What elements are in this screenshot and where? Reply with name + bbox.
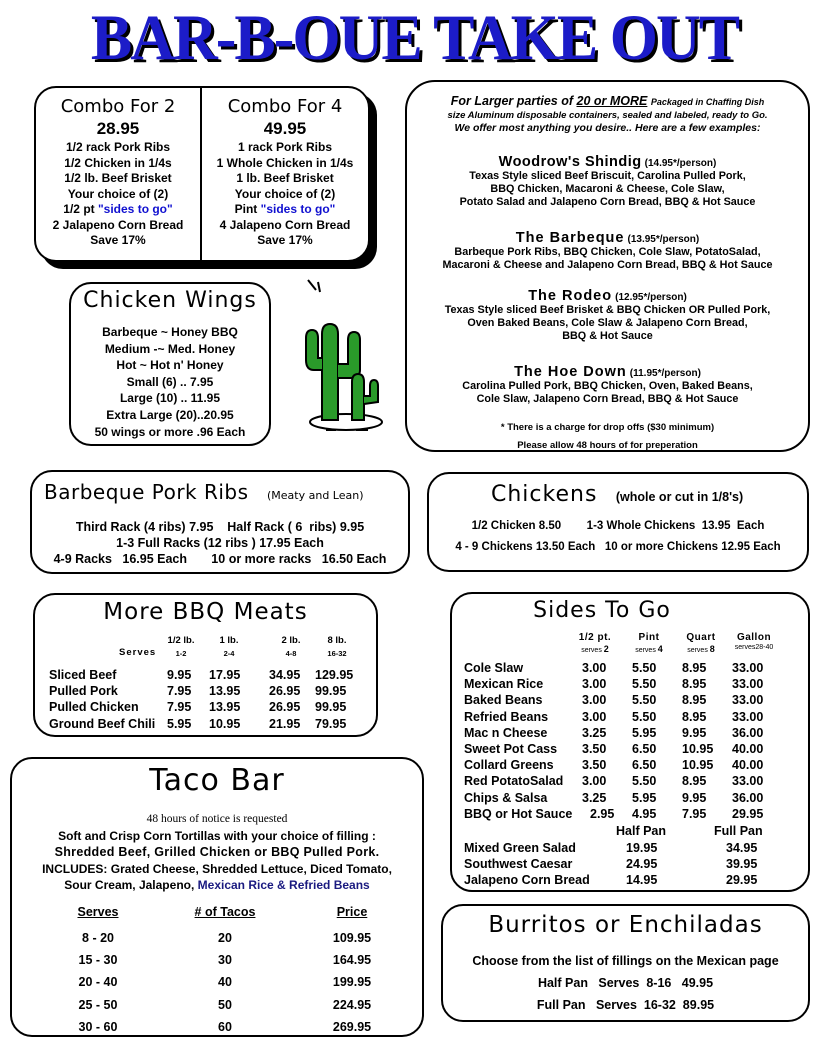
side-item: Sweet Pot Cass bbox=[464, 741, 558, 756]
meats-price: 26.95 bbox=[269, 684, 301, 699]
meats-item: Pulled Chicken bbox=[49, 700, 139, 715]
taco-price: 199.95 bbox=[332, 975, 372, 990]
burritos-title: Burritos or Enchiladas bbox=[488, 912, 763, 938]
ribs-line: 1-3 Full Racks (12 ribs ) 17.95 Each bbox=[116, 536, 324, 550]
side-item: Mac n Cheese bbox=[464, 725, 548, 740]
chickens-title bbox=[491, 482, 743, 507]
chickens-subtitle: (whole or cut in 1/8's) bbox=[615, 490, 744, 504]
taco-header-text: Serves bbox=[77, 905, 119, 919]
sides-col-halfpt bbox=[582, 660, 614, 822]
side-price: 5.50 bbox=[632, 693, 657, 708]
parties-min-count: 20 or MORE bbox=[576, 94, 648, 108]
combo-2-item: 2 Jalapeno Corn Bread bbox=[52, 217, 184, 232]
combo-box bbox=[34, 86, 370, 262]
package-price: (13.95*/person) bbox=[627, 234, 700, 245]
taco-header-tacos bbox=[178, 905, 272, 919]
package-line: Texas Style sliced Beef Briscuit, Carolina Pulled Pork, bbox=[469, 170, 746, 182]
side-price: 7.95 bbox=[682, 806, 707, 821]
meats-price: 129.95 bbox=[315, 668, 354, 682]
package-woodrows bbox=[411, 156, 804, 209]
taco-header-text: # of Tacos bbox=[194, 905, 256, 919]
meats-price: 13.95 bbox=[209, 684, 241, 699]
side-price: 3.00 bbox=[582, 774, 607, 789]
combo-2-name: Combo For 2 bbox=[60, 96, 176, 117]
combo-4-item: 1 Whole Chicken in 1/4s bbox=[216, 155, 354, 170]
burritos-half-pan: Half Pan Serves 8-16 49.95 bbox=[537, 976, 714, 990]
meats-item: Pulled Pork bbox=[49, 684, 118, 699]
sides-serves bbox=[624, 644, 674, 654]
package-price: (14.95*/person) bbox=[644, 158, 717, 169]
wings-flavor: Barbeque ~ Honey BBQ bbox=[102, 325, 238, 339]
page-title: BAR-B-OUE TAKE OUT bbox=[90, 2, 739, 74]
sides-serves-label: serves bbox=[687, 647, 710, 654]
meats-price: 9.95 bbox=[167, 668, 192, 682]
combo-2-item: 1/2 rack Pork Ribs bbox=[65, 140, 171, 154]
side-price: 3.00 bbox=[582, 661, 607, 675]
side-price: 29.95 bbox=[732, 806, 764, 821]
package-name: The Barbeque bbox=[515, 230, 625, 246]
parties-intro bbox=[411, 94, 804, 134]
side-price: 8.95 bbox=[682, 693, 707, 708]
sides-serves bbox=[570, 644, 620, 654]
taco-price: 109.95 bbox=[332, 931, 372, 945]
sides-to-go-link[interactable]: "sides to go" bbox=[260, 202, 336, 216]
package-line: Barbeque Pork Ribs, BBQ Chicken, Cole Slaw, PotatoSalad, bbox=[454, 246, 761, 258]
meats-names bbox=[49, 667, 155, 732]
taco-includes: INCLUDES: Grated Cheese, Shredded Lettuce, Diced Tomato, bbox=[42, 862, 392, 876]
combo-4-item: 1 rack Pork Ribs bbox=[237, 140, 333, 154]
taco-price: 269.95 bbox=[332, 1019, 372, 1034]
side-price: 36.00 bbox=[732, 790, 764, 805]
side-price: 10.95 bbox=[682, 758, 714, 773]
taco-includes-text: Sour Cream, Jalapeno, bbox=[64, 878, 198, 892]
taco-header-price bbox=[322, 905, 382, 919]
side-price: 33.00 bbox=[732, 661, 764, 675]
taco-desc: Soft and Crisp Corn Tortillas with your choice of filling : bbox=[58, 829, 376, 843]
sides-serves bbox=[726, 644, 782, 651]
meats-price: 99.95 bbox=[315, 684, 347, 699]
sides-serves-count: 28-40 bbox=[755, 644, 774, 651]
ribs-title bbox=[44, 480, 364, 504]
package-line: Carolina Pulled Pork, BBQ Chicken, Oven, Baked Beans, bbox=[462, 380, 753, 392]
sides-serves-count: 8 bbox=[709, 644, 715, 654]
package-line: Potato Salad and Jalapeno Corn Bread, BBQ & Hot Sauce bbox=[459, 196, 756, 208]
combo-2-price: 28.95 bbox=[96, 119, 140, 138]
wings-price: Extra Large (20)..20.95 bbox=[106, 407, 234, 422]
side-price: 9.95 bbox=[682, 725, 707, 740]
side-price: 10.95 bbox=[682, 741, 714, 756]
chickens-title-text: Chickens bbox=[491, 482, 598, 507]
side-price: 5.50 bbox=[632, 709, 657, 724]
meats-price: 13.95 bbox=[209, 700, 241, 715]
package-price: (12.95*/person) bbox=[615, 292, 687, 303]
pan-header: Full Pan bbox=[714, 824, 763, 838]
sides-col-quart bbox=[682, 660, 713, 822]
sides-col-pint bbox=[632, 660, 656, 822]
package-line: BBQ & Hot Sauce bbox=[562, 330, 653, 342]
pan-price: 24.95 bbox=[626, 857, 658, 872]
combo-4-item: Your choice of (2) bbox=[234, 186, 336, 201]
taco-price: 224.95 bbox=[332, 997, 372, 1012]
combo-4-price: 49.95 bbox=[263, 119, 307, 138]
combo-4-item: 4 Jalapeno Corn Bread bbox=[219, 217, 351, 232]
meats-price: 7.95 bbox=[167, 684, 192, 699]
meats-col-8lb bbox=[315, 667, 353, 732]
package-rodeo bbox=[411, 290, 804, 343]
pan-item: Jalapeno Corn Bread bbox=[464, 873, 590, 888]
side-item: Red PotatoSalad bbox=[464, 774, 564, 789]
taco-col-serves bbox=[68, 927, 128, 1038]
side-item: Cole Slaw bbox=[464, 661, 524, 675]
side-price: 40.00 bbox=[732, 741, 764, 756]
pork-ribs-box bbox=[30, 470, 410, 574]
package-price: (11.95*/person) bbox=[629, 368, 701, 379]
cactus-image bbox=[296, 274, 388, 434]
pan-item: Mixed Green Salad bbox=[464, 841, 576, 855]
wings-flavor: Hot ~ Hot n' Honey bbox=[116, 358, 224, 373]
sides-serves-count: 4 bbox=[657, 644, 663, 654]
parties-intro-line: We offer most anything you desire.. Here are a few examples: bbox=[454, 122, 761, 134]
sides-col-gallon bbox=[732, 660, 763, 822]
taco-bar-box bbox=[10, 757, 424, 1037]
meats-serves: 1-2 bbox=[175, 649, 187, 658]
package-line: Oven Baked Beans, Cole Slaw & Jalapeno Corn Bread, bbox=[467, 317, 748, 329]
side-price: 3.00 bbox=[582, 677, 607, 692]
side-price: 33.00 bbox=[732, 693, 764, 708]
side-item: BBQ or Hot Sauce bbox=[464, 806, 573, 821]
meats-price: 26.95 bbox=[269, 700, 301, 715]
wings-price: 50 wings or more .96 Each bbox=[94, 424, 246, 439]
side-price: 33.00 bbox=[732, 709, 764, 724]
sides-header: Pint bbox=[638, 632, 660, 643]
side-price: 3.25 bbox=[582, 725, 607, 740]
side-item: Baked Beans bbox=[464, 693, 543, 708]
taco-serves: 20 - 40 bbox=[78, 975, 118, 990]
sides-serves-count: 2 bbox=[603, 644, 609, 654]
sides-names bbox=[464, 660, 572, 822]
side-price: 9.95 bbox=[682, 790, 707, 805]
meats-header: 1 lb. bbox=[219, 635, 239, 646]
combo-for-4 bbox=[202, 96, 368, 249]
taco-count: 20 bbox=[218, 931, 232, 945]
package-line: Cole Slaw, Jalapeno Corn Bread, BBQ & Hot Sauce bbox=[476, 393, 739, 405]
side-price: 2.95 bbox=[590, 806, 615, 821]
pan-price: 34.95 bbox=[726, 841, 758, 855]
combo-2-item: Your choice of (2) bbox=[67, 186, 169, 201]
taco-serves: 25 - 50 bbox=[78, 997, 118, 1012]
meats-serves: 4-8 bbox=[285, 649, 297, 658]
side-price: 3.50 bbox=[582, 758, 607, 773]
meats-serves: 16-32 bbox=[327, 649, 347, 658]
side-price: 3.00 bbox=[582, 709, 607, 724]
meats-item: Ground Beef Chili bbox=[49, 716, 156, 731]
chicken-wings-box bbox=[69, 282, 271, 446]
meats-serves-label: Serves bbox=[119, 647, 157, 658]
side-price: 6.50 bbox=[632, 741, 657, 756]
sides-header: Gallon bbox=[736, 632, 772, 643]
taco-includes bbox=[12, 878, 422, 892]
combo-4-name: Combo For 4 bbox=[227, 96, 343, 117]
side-price: 33.00 bbox=[732, 677, 764, 692]
sides-to-go-link[interactable]: "sides to go" bbox=[97, 202, 173, 216]
pan-item: Southwest Caesar bbox=[464, 857, 573, 872]
taco-serves: 30 - 60 bbox=[78, 1019, 118, 1034]
package-line: BBQ Chicken, Macaroni & Cheese, Cole Slaw, bbox=[490, 183, 725, 195]
ribs-subtitle: (Meaty and Lean) bbox=[267, 489, 364, 502]
pan-price: 39.95 bbox=[726, 857, 758, 872]
side-price: 8.95 bbox=[682, 709, 707, 724]
side-price: 5.95 bbox=[632, 790, 657, 805]
meats-price: 5.95 bbox=[167, 716, 192, 731]
side-item: Collard Greens bbox=[464, 758, 554, 773]
combo-2-item: 1/2 lb. Beef Brisket bbox=[64, 171, 172, 185]
ribs-line: Third Rack (4 ribs) 7.95 Half Rack ( 6 ribs) 9.95 bbox=[75, 520, 365, 534]
pan-col-full bbox=[726, 840, 757, 889]
parties-packaging: Packaged in Chaffing Dish bbox=[650, 97, 765, 107]
wings-price: Small (6) .. 7.95 bbox=[126, 374, 214, 389]
side-price: 40.00 bbox=[732, 758, 764, 773]
meats-price: 7.95 bbox=[167, 700, 192, 715]
ribs-line: 4-9 Racks 16.95 Each 10 or more racks 16.50 Each bbox=[53, 552, 387, 566]
meats-title: More BBQ Meats bbox=[103, 599, 308, 625]
taco-header-text: Price bbox=[336, 905, 368, 919]
sides-serves-label: serves bbox=[581, 647, 604, 654]
taco-count: 50 bbox=[218, 997, 232, 1012]
wings-flavor: Medium -~ Med. Honey bbox=[104, 341, 236, 356]
combo-4-sides bbox=[202, 202, 368, 218]
package-line: Texas Style sliced Beef Brisket & BBQ Chicken OR Pulled Pork, bbox=[444, 304, 771, 316]
parties-intro-line: size Aluminum disposable containers, sealed and labeled, ready to Go. bbox=[447, 110, 768, 121]
side-price: 36.00 bbox=[732, 725, 764, 740]
meats-item: Sliced Beef bbox=[49, 668, 117, 682]
sides-title: Sides To Go bbox=[533, 598, 671, 623]
more-meats-box bbox=[33, 593, 378, 737]
wings-price: Large (10) .. 11.95 bbox=[119, 391, 221, 406]
taco-count: 40 bbox=[218, 975, 232, 990]
chickens-line: 1/2 Chicken 8.50 1-3 Whole Chickens 13.95 Each bbox=[471, 520, 765, 532]
meats-price: 34.95 bbox=[269, 668, 301, 682]
side-price: 5.95 bbox=[632, 725, 657, 740]
meats-price: 10.95 bbox=[209, 716, 241, 731]
pan-price: 19.95 bbox=[626, 841, 658, 855]
side-price: 8.95 bbox=[682, 661, 707, 675]
side-price: 8.95 bbox=[682, 677, 707, 692]
meats-header: 2 lb. bbox=[281, 635, 301, 646]
pan-price: 29.95 bbox=[726, 873, 758, 888]
chickens-box bbox=[427, 472, 809, 572]
side-price: 6.50 bbox=[632, 758, 657, 773]
meats-price: 79.95 bbox=[315, 716, 347, 731]
combo-2-sides bbox=[36, 202, 200, 218]
package-name: Woodrow's Shindig bbox=[498, 154, 642, 170]
meats-header: 8 lb. bbox=[327, 635, 347, 646]
wings-list bbox=[71, 324, 269, 440]
combo-2-item: 1/2 Chicken in 1/4s bbox=[64, 155, 172, 170]
side-item: Chips & Salsa bbox=[464, 790, 548, 805]
side-price: 3.00 bbox=[582, 693, 607, 708]
pan-names bbox=[464, 840, 590, 889]
meats-col-half bbox=[167, 667, 191, 732]
taco-notice: 48 hours of notice is requested bbox=[146, 813, 288, 825]
combo-2-savings: Save 17% bbox=[90, 233, 146, 247]
package-hoe-down bbox=[411, 366, 804, 406]
meats-col-2lb bbox=[269, 667, 300, 732]
package-name: The Hoe Down bbox=[514, 364, 627, 380]
sides-header: Quart bbox=[686, 632, 716, 643]
burritos-line: Choose from the list of fillings on the Mexican page bbox=[472, 954, 779, 968]
combo-4-item: 1 lb. Beef Brisket bbox=[236, 171, 334, 185]
meats-col-1lb bbox=[209, 667, 240, 732]
taco-includes-mexican: Mexican Rice & Refried Beans bbox=[197, 878, 370, 892]
side-price: 3.50 bbox=[582, 741, 607, 756]
package-barbeque bbox=[411, 232, 804, 272]
combo-2-sides-size: 1/2 pt bbox=[63, 202, 98, 216]
meats-header: 1/2 lb. bbox=[167, 635, 195, 646]
side-price: 5.50 bbox=[632, 774, 657, 789]
pan-col-half bbox=[626, 840, 657, 889]
combo-4-sides-size: Pint bbox=[234, 202, 261, 216]
meats-price: 99.95 bbox=[315, 700, 347, 715]
meats-serves: 2-4 bbox=[223, 649, 235, 658]
taco-count: 30 bbox=[218, 953, 232, 968]
meats-price: 21.95 bbox=[269, 716, 301, 731]
pan-header: Half Pan bbox=[616, 824, 667, 838]
sides-box bbox=[450, 592, 810, 892]
parties-note-dropoff: * There is a charge for drop offs ($30 minimum) bbox=[500, 422, 715, 433]
combo-for-2 bbox=[36, 96, 200, 249]
meats-price: 17.95 bbox=[209, 668, 241, 682]
ribs-title-text: Barbeque Pork Ribs bbox=[44, 480, 249, 504]
side-price: 33.00 bbox=[732, 774, 764, 789]
package-line: Macaroni & Cheese and Jalapeno Corn Bread, BBQ & Hot Sauce bbox=[442, 259, 773, 271]
pan-price: 14.95 bbox=[626, 873, 658, 888]
sides-serves-label: serves bbox=[734, 644, 756, 651]
sides-serves bbox=[676, 644, 726, 654]
larger-parties-box bbox=[405, 80, 810, 452]
package-name: The Rodeo bbox=[528, 288, 613, 304]
side-price: 5.50 bbox=[632, 677, 657, 692]
side-price: 8.95 bbox=[682, 774, 707, 789]
taco-col-tacos bbox=[178, 927, 272, 1038]
burritos-full-pan: Full Pan Serves 16-32 89.95 bbox=[536, 998, 715, 1012]
side-price: 3.25 bbox=[582, 790, 607, 805]
chickens-line: 4 - 9 Chickens 13.50 Each 10 or more Chickens 12.95 Each bbox=[455, 541, 781, 553]
taco-col-price bbox=[322, 927, 382, 1038]
burritos-box bbox=[441, 904, 810, 1022]
sides-header: 1/2 pt. bbox=[578, 632, 612, 643]
side-item: Refried Beans bbox=[464, 709, 549, 724]
taco-count: 60 bbox=[218, 1019, 232, 1034]
side-price: 4.95 bbox=[632, 806, 657, 821]
taco-price: 164.95 bbox=[332, 953, 372, 968]
taco-fillings: Shredded Beef, Grilled Chicken or BBQ Pulled Pork. bbox=[54, 845, 380, 859]
taco-serves: 8 - 20 bbox=[82, 931, 114, 945]
taco-header-serves bbox=[68, 905, 128, 919]
parties-intro-text: For Larger parties of bbox=[450, 94, 577, 108]
wings-title: Chicken Wings bbox=[83, 288, 257, 313]
side-price: 5.50 bbox=[632, 661, 657, 675]
parties-note-notice: Please allow 48 hours of for preperation bbox=[517, 440, 698, 451]
combo-4-savings: Save 17% bbox=[257, 233, 313, 247]
side-item: Mexican Rice bbox=[464, 677, 544, 692]
taco-title: Taco Bar bbox=[149, 763, 285, 798]
taco-serves: 15 - 30 bbox=[78, 953, 118, 968]
sides-serves-label: serves bbox=[635, 647, 658, 654]
